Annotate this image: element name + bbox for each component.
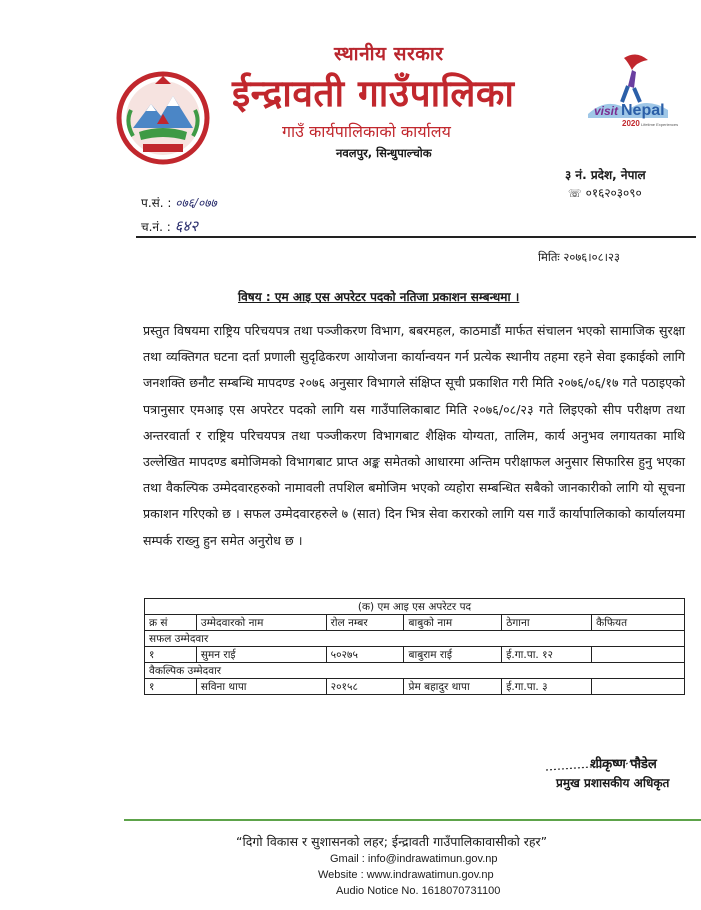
table-cell: ई.गा.पा. १२ [502,647,592,663]
section-title: सफल उम्मेदवार [145,631,685,647]
municipality-name: ईन्द्रावती गाउँपालिका [232,72,515,115]
header-cell: उम्मेदवारको नाम [196,615,326,631]
table-cell: सविना थापा [196,679,326,695]
phone-value: ०१६२०३०९० [585,186,642,200]
province-label: ३ नं. प्रदेश, नेपाल [565,168,646,182]
footer-gmail: Gmail : info@indrawatimun.gov.np [330,853,498,865]
table-row [145,647,685,663]
letter-body: प्रस्तुत विषयमा राष्ट्रिय परिचयपत्र तथा पञ्जीकरण विभाग, बबरमहल, काठमाडौं मार्फत संचालन भएको सामाजिक सुरक्षा तथा व्यक्तिगत घटना दर्ता प्रणाली सुदृढिकरण आयोजना कार्यान्वयन गर्न प्रत्येक स्थानीय तहमा रहने सेवा इकाईको लागि जनशक्ति छनौट सम्बन्धि मापदण्ड २०७६ अनुसार विभागले संक्षिप्त सूची प्रकाशित गरी मिति २०७६/०६/१७ गते पठाइएको पत्रानुसार एमआइ एस अपरेटर पदको लागि यस गाउँपालिकाबाट मिति २०७६/०८/२३ गते लिइएको सीप परीक्षण तथा अन्तरवार्ता र राष्ट्रिय परिचयपत्र तथा पञ्जीकरण विभागबाट शैक्षिक योग्यता, तालिम, कार्य अनुभव लगायतका माथि उल्लेखित मापदण्ड बमोजिमको विभागबाट प्राप्त अङ्क समेतको आधारमा अन्तिम परीक्षाफल अनुसार सिफारिस हुनु भएका तथा वैकल्पिक उम्मेदवारहरुको नामावली तपशिल बमोजिम भएको व्यहोरा सम्बन्धित सबैको जानकारीको लागि यो सूचना प्रकाशन गरिएको छ । सफल उम्मेदवारहरुले ७ (सात) दिन भित्र सेवा करारको लागि यस गाउँ कार्यापालिकाको कार्यालयमा सम्पर्क राख्नु हुन समेत अनुरोध छ । [143,323,685,548]
reference-number [141,194,217,211]
table-row [145,679,685,695]
letter-subject: विषय : एम आइ एस अपरेटर पदको नतिजा प्रकाशन सम्बन्धमा । [238,290,520,304]
header-cell: क्र सं [145,615,197,631]
section-row [145,631,685,647]
table-cell: सुमन राई [196,647,326,663]
header-cell: कैफियत [592,615,685,631]
ref-value: ०७६/०७७ [175,196,217,210]
table-cell: १ [145,679,197,695]
tagline-text: Lifetime Experiences [641,122,679,127]
phone-number [568,184,642,201]
chalani-number [141,216,198,236]
table-cell: २०१५८ [326,679,404,695]
header-cell: रोल नम्बर [326,615,404,631]
table-cell: ५०२७५ [326,647,404,663]
ref-label: प.सं. : [141,196,172,210]
header-cell: बाबुको नाम [404,615,502,631]
section-title: वैकल्पिक उम्मेदवार [145,663,685,679]
table-caption-row [145,599,685,615]
letter-date: मितिः २०७६।०८।२३ [538,250,620,264]
signatory-title: प्रमुख प्रशासकीय अधिकृत [556,776,670,790]
telephone-icon: ☏ [568,187,582,200]
nepal-government-emblem-icon [115,70,211,166]
office-address: नवलपुर, सिन्धुपाल्चोक [336,146,432,160]
results-table [144,598,685,695]
chalani-value: ६४२ [174,217,199,235]
table-cell [592,679,685,695]
table-cell: ई.गा.पा. ३ [502,679,592,695]
office-name: गाउँ कार्यपालिकाको कार्यालय [282,122,451,141]
table-header-row [145,615,685,631]
year-text: 2020 [622,119,640,128]
header-cell: ठेगाना [502,615,592,631]
footer-website: Website : www.indrawatimun.gov.np [318,869,494,881]
section-row [145,663,685,679]
visit-text: visit [594,104,619,118]
nepal-text: Nepal [621,102,665,119]
header-divider [136,236,696,238]
footer-slogan: “दिगो विकास र सुशासनको लहर; ईन्द्रावती गाउँपालिकावासीको रहर” [236,834,548,849]
table-cell: प्रेम बहादुर थापा [404,679,502,695]
chalani-label: च.नं. : [141,220,171,234]
footer-audio-notice: Audio Notice No. 1618070731100 [336,885,501,897]
local-government-label: स्थानीय सरकार [334,43,444,65]
table-caption: (क) एम आइ एस अपरेटर पद [145,599,685,615]
table-cell: बाबुराम राई [404,647,502,663]
table-cell [592,647,685,663]
table-cell: १ [145,647,197,663]
visit-nepal-logo-icon [588,52,679,134]
footer-divider [124,819,701,821]
signatory-name: शीकृष्ण पौडेल [590,757,657,772]
